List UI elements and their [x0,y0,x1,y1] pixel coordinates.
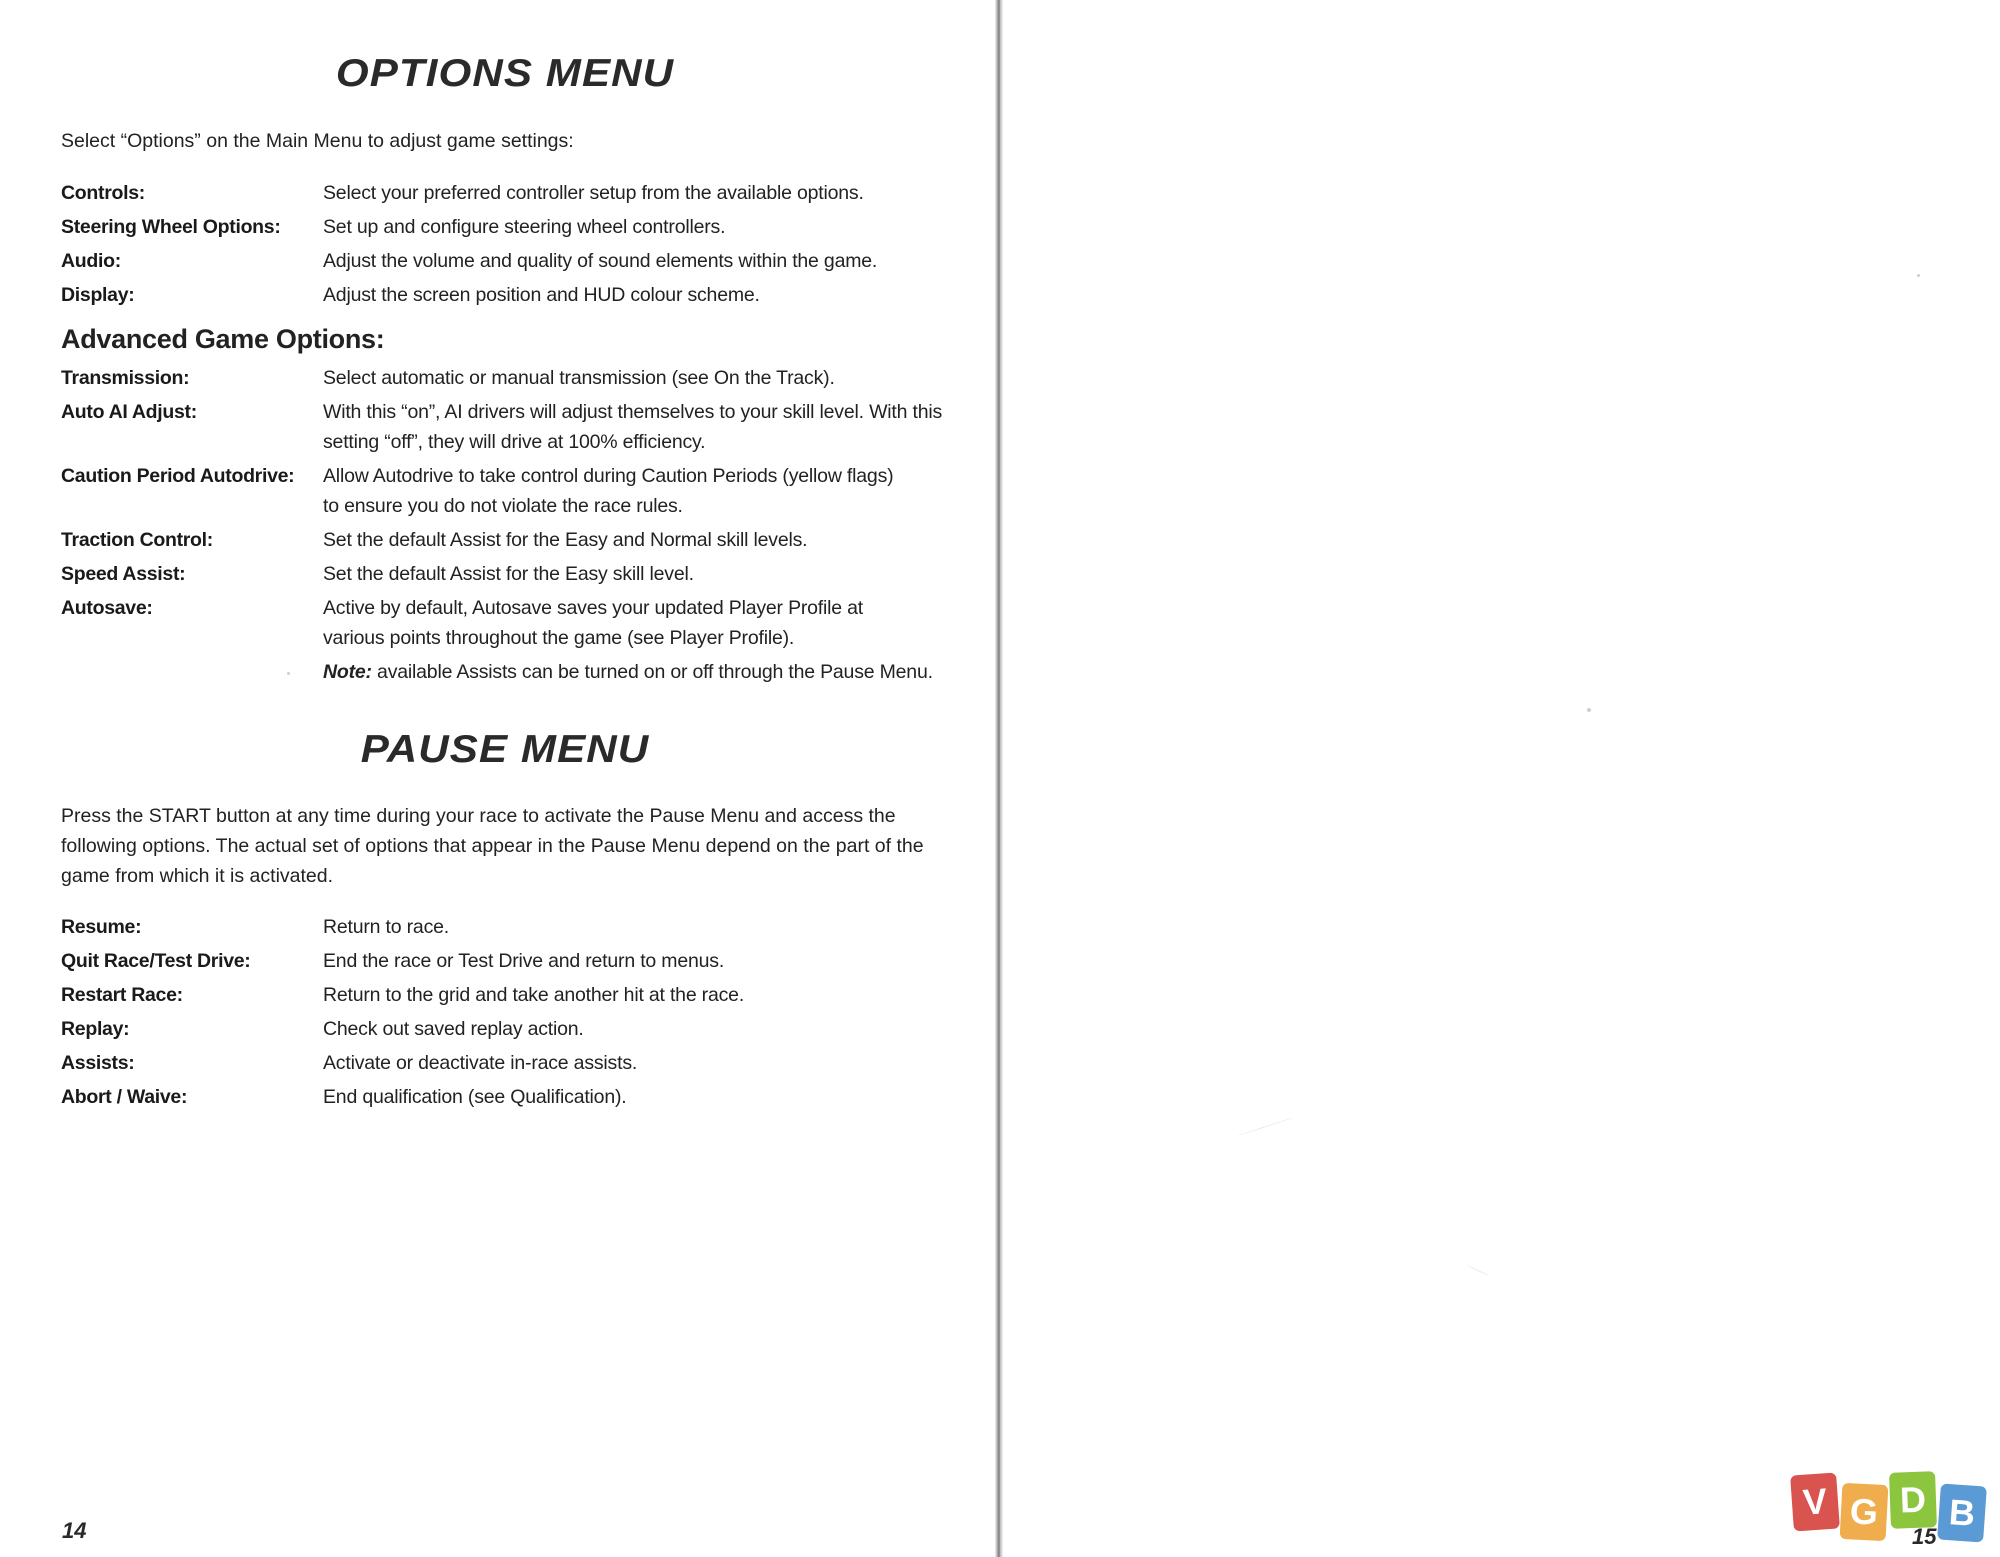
pause-term: Quit Race/Test Drive: [61,950,251,972]
options-menu-heading: OPTIONS MENU [335,52,675,95]
advanced-desc: Set the default Assist for the Easy and Normal skill levels. [323,529,808,551]
advanced-desc: Active by default, Autosave saves your updated Player Profile at various points throughout the game (see Player Profile). [323,597,864,649]
option-term: Audio: [61,250,121,272]
watermark-tile-v: V [1790,1472,1840,1531]
option-desc: Set up and configure steering wheel controllers. [323,216,726,238]
list-item [61,246,961,280]
pause-list [61,912,961,1116]
pause-desc: End the race or Test Drive and return to menus. [323,950,725,972]
watermark-tile-b: B [1937,1483,1987,1542]
option-desc: Adjust the volume and quality of sound elements within the game. [323,250,878,272]
pause-desc: Activate or deactivate in-race assists. [323,1052,638,1074]
option-desc: Select your preferred controller setup from the available options. [323,182,864,204]
paper-speck [1587,708,1591,712]
list-item [61,178,961,212]
list-item [61,980,961,1014]
advanced-term: Caution Period Autodrive: [61,465,295,487]
list-item [61,212,961,246]
paper-crease [1466,1265,1490,1277]
list-item [61,912,961,946]
note-body: available Assists can be turned on or off through the Pause Menu. [371,661,933,683]
list-item [61,525,961,559]
left-page [0,0,995,1557]
list-item [61,280,961,314]
vgdb-watermark-logo [1792,1472,1992,1542]
paper-crease [1237,1117,1294,1136]
advanced-term: Auto AI Adjust: [61,401,197,423]
option-term: Steering Wheel Options: [61,216,281,238]
options-intro: Select “Options” on the Main Menu to adjust game settings: [61,130,574,152]
advanced-term: Transmission: [61,367,190,389]
advanced-term: Autosave: [61,597,153,619]
note-row [61,657,961,691]
pause-desc: Return to the grid and take another hit at the race. [323,984,745,1006]
option-desc: Adjust the screen position and HUD colour scheme. [323,284,760,306]
pause-term: Replay: [61,1018,130,1040]
advanced-options-list [61,363,961,691]
page-number-right: 15 [1912,1524,1937,1549]
options-list [61,178,961,314]
note-label: Note: [323,661,372,683]
pause-desc: Return to race. [323,916,449,938]
advanced-desc: With this “on”, AI drivers will adjust themselves to your skill level. With this setting “off”, they will drive at 100% efficiency. [323,401,943,453]
list-item [61,1082,961,1116]
watermark-tile-g: G [1840,1483,1889,1541]
list-item [61,1014,961,1048]
advanced-desc: Select automatic or manual transmission (see On the Track). [323,367,835,389]
list-item [61,559,961,593]
advanced-desc: Set the default Assist for the Easy skill level. [323,563,694,585]
pause-term: Assists: [61,1052,135,1074]
paper-speck [1917,274,1920,277]
pause-term: Abort / Waive: [61,1086,188,1108]
pause-intro: Press the START button at any time during your race to activate the Pause Menu and access the following options. The actual set of options that appear in the Pause Menu depend on the part of the game from which it is activated. [61,805,924,887]
advanced-desc: Allow Autodrive to take control during Caution Periods (yellow flags) to ensure you do not violate the race rules. [323,465,894,517]
pause-menu-heading: PAUSE MENU [360,728,650,771]
pause-term: Resume: [61,916,142,938]
watermark-tile-d: D [1889,1471,1937,1529]
advanced-term: Traction Control: [61,529,213,551]
list-item [61,461,961,525]
list-item [61,946,961,980]
option-term: Controls: [61,182,145,204]
paper-speck [287,672,290,675]
pause-term: Restart Race: [61,984,183,1006]
option-term: Display: [61,284,135,306]
list-item [61,397,961,461]
list-item [61,363,961,397]
book-spine [995,0,1003,1557]
page-number-left: 14 [62,1518,87,1543]
list-item [61,1048,961,1082]
note-text [323,657,961,691]
advanced-term: Speed Assist: [61,563,186,585]
advanced-options-heading: Advanced Game Options: [61,324,385,354]
list-item [61,593,961,657]
pause-desc: Check out saved replay action. [323,1018,584,1040]
pause-desc: End qualification (see Qualification). [323,1086,627,1108]
right-page [1003,0,2000,1557]
